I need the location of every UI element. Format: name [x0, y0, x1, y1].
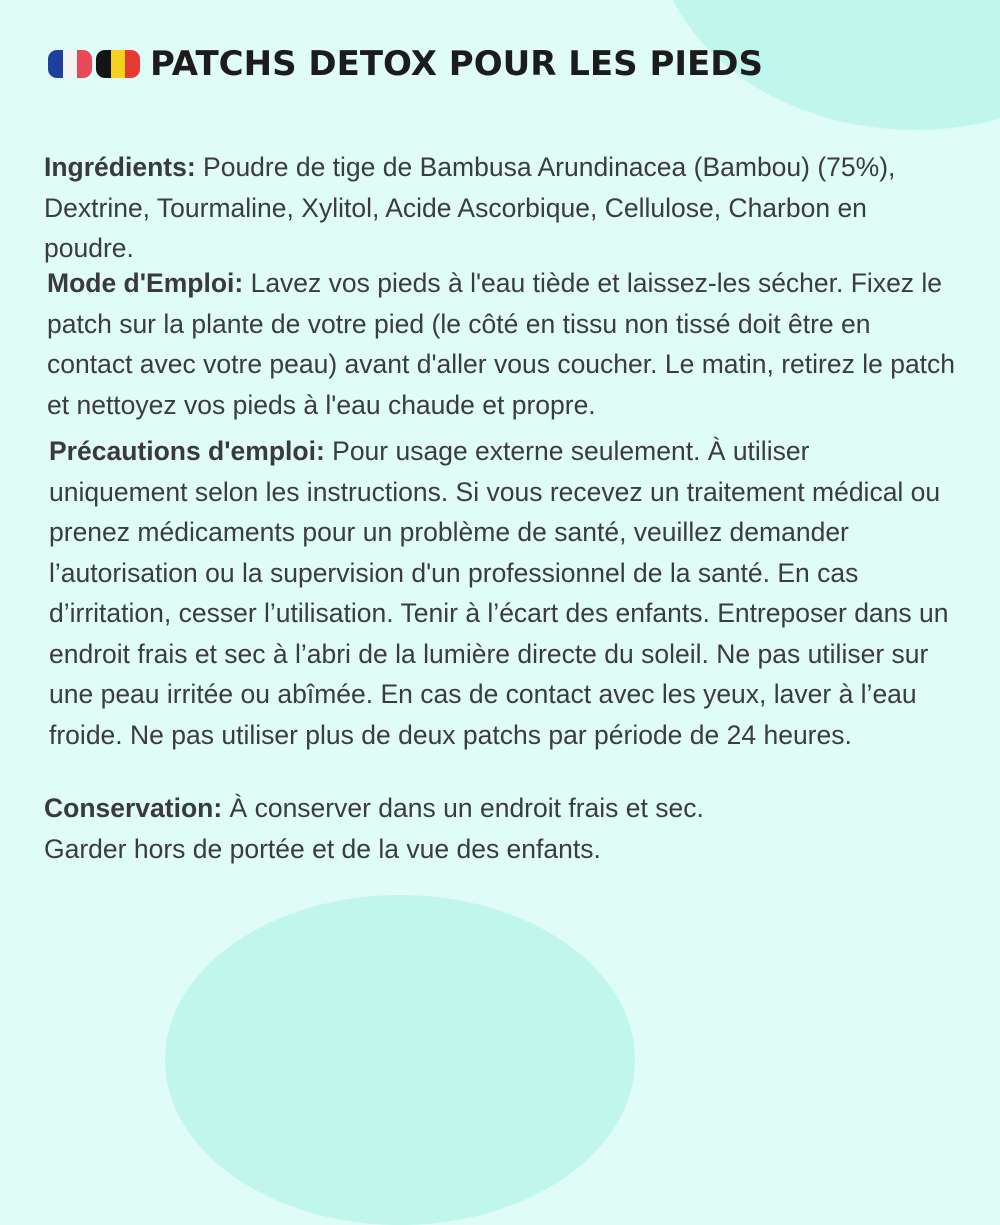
- page-title: PATCHS DETOX POUR LES PIEDS: [150, 44, 763, 84]
- mode-emploi-text: Lavez vos pieds à l'eau tiède et laissez-les sécher. Fixez le patch sur la plante de votre pied (le côté en tissu non tissé doit être en contact avec votre peau) avant d'aller vous coucher. Le matin, retirez le patch et nettoyez vos pieds à l'eau chaude et propre.: [47, 268, 956, 420]
- france-flag-icon: [48, 50, 92, 78]
- conservation-label: Conservation:: [44, 793, 223, 823]
- belgium-flag-icon: [96, 50, 140, 78]
- decorative-blob-bottom: [165, 895, 635, 1225]
- mode-emploi-label: Mode d'Emploi:: [47, 268, 244, 298]
- header: [48, 44, 763, 84]
- conservation-section: [44, 788, 754, 869]
- ingredients-section: [44, 147, 959, 269]
- mode-emploi-section: [47, 263, 962, 425]
- ingredients-label: Ingrédients:: [44, 152, 196, 182]
- precautions-label: Précautions d'emploi:: [49, 436, 325, 466]
- ingredients-text: Poudre de tige de Bambusa Arundinacea (Bambou) (75%), Dextrine, Tourmaline, Xylitol, Acide Ascorbique, Cellulose, Charbon en poudre.: [44, 152, 896, 263]
- conservation-text: À conserver dans un endroit frais et sec. Garder hors de portée et de la vue des enfants.: [44, 793, 704, 864]
- precautions-text: Pour usage externe seulement. À utiliser uniquement selon les instructions. Si vous recevez un traitement médical ou prenez médicaments pour un problème de santé, veuillez demander l’autorisation ou la supervision d'un professionnel de la santé. En cas d’irritation, cesser l’utilisation. Tenir à l’écart des enfants. Entreposer dans un endroit frais et sec à l’abri de la lumière directe du soleil. Ne pas utiliser sur une peau irritée ou abîmée. En cas de contact avec les yeux, laver à l’eau froide. Ne pas utiliser plus de deux patchs par période de 24 heures.: [49, 436, 949, 750]
- precautions-section: [49, 431, 954, 755]
